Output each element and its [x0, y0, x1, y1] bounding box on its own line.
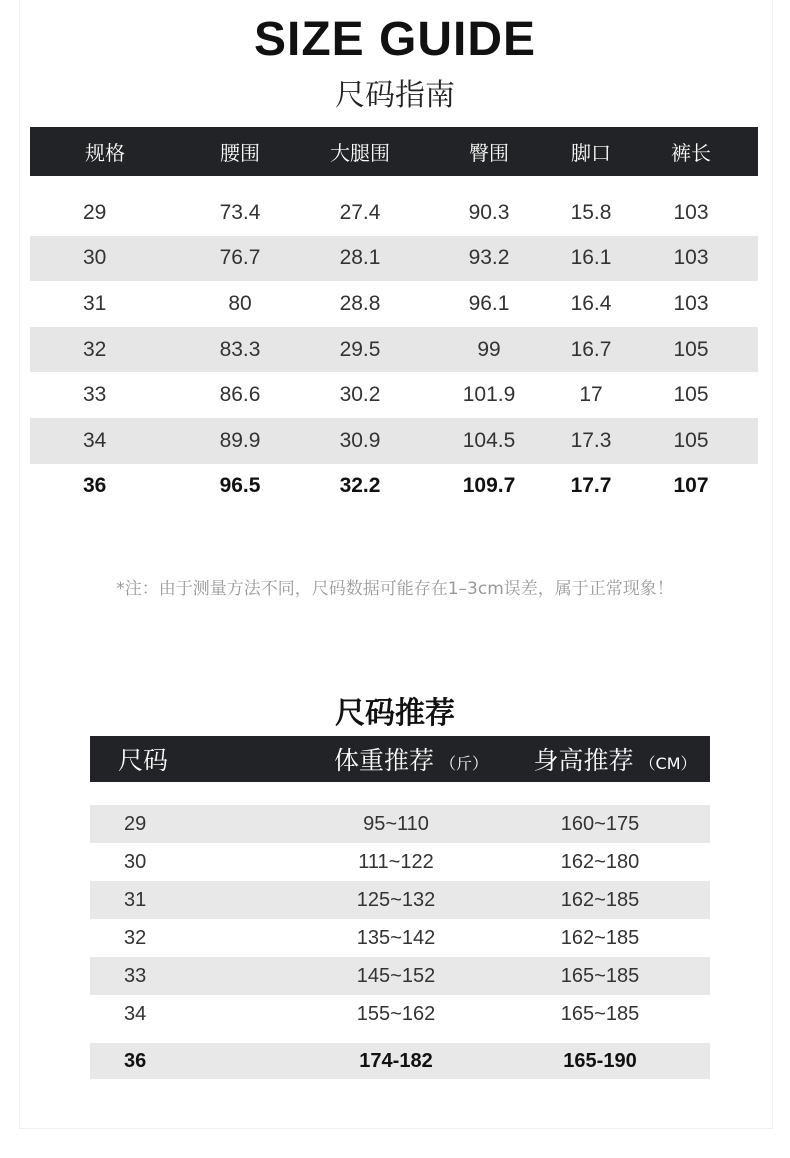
height-label: 身高推荐: [533, 746, 634, 775]
cell-size: 34: [83, 428, 107, 452]
cell-weight: 125~132: [356, 888, 436, 911]
table-row: [90, 805, 710, 843]
cell-length: 105: [673, 428, 709, 452]
cell-size: 30: [83, 246, 107, 270]
cell-weight: 95~110: [363, 812, 429, 835]
table-row: [30, 190, 758, 236]
cell-size: 32: [124, 926, 147, 949]
cell-waist: 89.9: [219, 428, 261, 452]
recommend-table-body: [90, 805, 710, 1079]
table-row: [90, 995, 710, 1033]
cell-length: 103: [673, 200, 709, 224]
column-header-waist: 腰围: [220, 141, 260, 165]
page-title: SIZE GUIDE: [253, 13, 537, 66]
cell-thigh: 28.8: [339, 291, 381, 315]
cell-size: 36: [83, 474, 107, 498]
cell-weight: 135~142: [356, 926, 436, 949]
cell-waist: 96.5: [219, 474, 261, 498]
size-table-body: [30, 190, 758, 509]
cell-waist: 76.7: [219, 246, 261, 270]
cell-size: 33: [83, 383, 107, 407]
cell-size: 29: [124, 812, 147, 835]
cell-size: 31: [124, 888, 147, 911]
cell-weight: 145~152: [356, 964, 436, 987]
cell-thigh: 32.2: [339, 474, 381, 498]
cell-height: 162~185: [560, 926, 640, 949]
size-table-header: [30, 127, 758, 176]
cell-length: 105: [673, 383, 709, 407]
cell-height: 160~175: [560, 812, 640, 835]
cell-waist: 73.4: [219, 200, 261, 224]
cell-thigh: 27.4: [339, 200, 381, 224]
weight-label: 体重推荐: [333, 746, 434, 775]
measurement-note: *注：由于测量方法不同，尺码数据可能存在1–3cm误差，属于正常现象！: [116, 579, 674, 599]
column-header-height: [520, 741, 710, 777]
column-header-length: 裤长: [671, 141, 711, 165]
cell-length: 103: [673, 291, 709, 315]
cell-hip: 109.7: [462, 474, 516, 498]
cell-length: 105: [673, 337, 709, 361]
cell-waist: 80: [228, 291, 252, 315]
column-header-size: 尺码: [118, 746, 169, 775]
table-row: [90, 919, 710, 957]
cell-waist: 86.6: [219, 383, 261, 407]
table-row: [30, 281, 758, 327]
cell-thigh: 30.9: [339, 428, 381, 452]
weight-unit: （斤）: [440, 754, 489, 773]
cell-height: 165~185: [560, 1002, 640, 1025]
cell-size: 30: [124, 850, 147, 873]
cell-hip: 90.3: [468, 200, 510, 224]
cell-weight: 174-182: [359, 1049, 433, 1072]
cell-thigh: 30.2: [339, 383, 381, 407]
cell-weight: 155~162: [356, 1002, 436, 1025]
cell-size: 34: [124, 1002, 147, 1025]
cell-size: 31: [83, 291, 107, 315]
table-row: [30, 327, 758, 373]
column-header-leg-opening: 脚口: [571, 141, 611, 165]
cell-size: 33: [124, 964, 147, 987]
cell-length: 103: [673, 246, 709, 270]
recommend-table: [90, 736, 710, 1079]
cell-hip: 104.5: [462, 428, 516, 452]
table-row: [90, 1043, 710, 1079]
cell-hip: 96.1: [468, 291, 510, 315]
cell-leg-opening: 17.3: [570, 428, 612, 452]
table-row: [90, 881, 710, 919]
cell-length: 107: [673, 474, 709, 498]
page-subtitle: 尺码指南: [335, 78, 455, 113]
column-header-size: 规格: [85, 141, 125, 165]
table-row: [30, 464, 758, 510]
cell-thigh: 28.1: [339, 246, 381, 270]
table-row: [90, 843, 710, 881]
height-unit: （CM）: [639, 754, 697, 773]
cell-weight: 111~122: [358, 850, 434, 873]
table-row: [30, 372, 758, 418]
cell-waist: 83.3: [219, 337, 261, 361]
recommend-table-header: [90, 736, 710, 782]
cell-leg-opening: 16.4: [570, 291, 612, 315]
cell-size: 29: [83, 200, 107, 224]
cell-leg-opening: 17: [579, 383, 603, 407]
cell-height: 165-190: [563, 1049, 637, 1072]
cell-hip: 99: [477, 337, 501, 361]
cell-hip: 101.9: [462, 383, 516, 407]
column-header-thigh: 大腿围: [330, 141, 390, 165]
cell-size: 36: [124, 1049, 147, 1072]
cell-hip: 93.2: [468, 246, 510, 270]
recommend-title: 尺码推荐: [335, 696, 455, 731]
table-row: [30, 418, 758, 464]
cell-thigh: 29.5: [339, 337, 381, 361]
cell-size: 32: [83, 337, 107, 361]
cell-leg-opening: 17.7: [570, 474, 612, 498]
cell-leg-opening: 16.7: [570, 337, 612, 361]
cell-leg-opening: 16.1: [570, 246, 612, 270]
cell-height: 162~180: [560, 850, 640, 873]
cell-height: 165~185: [560, 964, 640, 987]
column-header-hip: 臀围: [469, 141, 509, 165]
cell-leg-opening: 15.8: [570, 200, 612, 224]
table-row: [90, 957, 710, 995]
table-row: [30, 236, 758, 282]
size-table: [30, 127, 758, 509]
column-header-weight: [302, 741, 520, 777]
cell-height: 162~185: [560, 888, 640, 911]
